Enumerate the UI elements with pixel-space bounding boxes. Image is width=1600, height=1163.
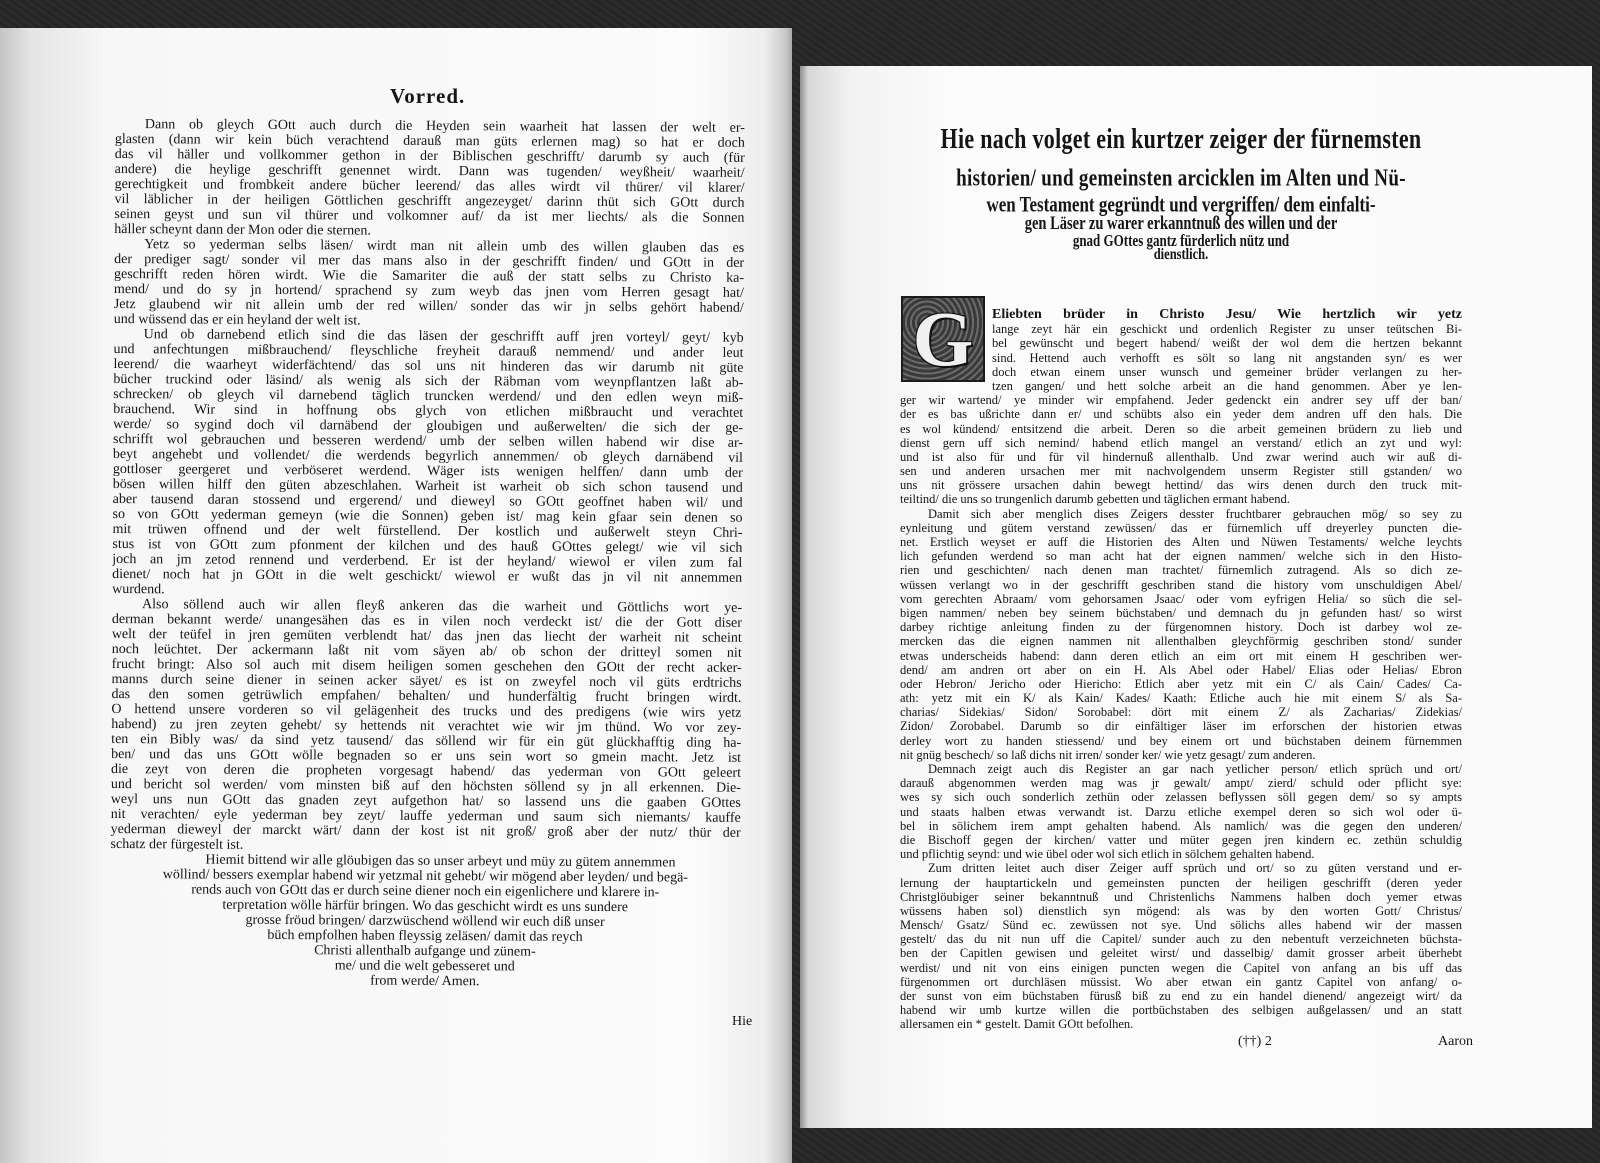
text-line: Yetz so yederman selbs läsen/ wirdt man nit allein umb des willen glauben das es [144,237,745,256]
paragraph [111,597,743,856]
text-line: sind. Hettend auch verhofft es sölt so lang nit angstanden syn/ es wer [992,350,1462,365]
text-line: wüssens haben sol) dienstlich syn mögend: als was by den worten Gott/ Christus/ [900,903,1462,918]
text-line: werde/ so sygind doch vil darnäbend der gloubigen und außerwelten/ die sich der ge- [113,416,744,436]
text-line: gestelt/ das du nit nun uff die Capitel/ sunder auch zu den nebentuft verzeichneten büchsta- [900,932,1462,947]
title-line: gnad GOttes gantz fürderlich nütz und [1072,230,1290,251]
paragraph [112,327,744,601]
text-line: geschrifft reden hören wirdt. Wie die Samariter die auß der statt selbs zu Christo ka- [113,266,745,286]
text-line: das den somen getrüwlich empfahen/ behalten/ und hunderfältig frucht bringen wirdt. [111,686,742,706]
text-line: stus ist von GOtt zum pfonment der kilchen und des hauß GOttes gelegt/ wie vil sich [112,536,743,556]
text-line: dend/ am andren ort aber on ein H. Als Abel oder Habel/ Elias oder Helias/ Ebron [900,662,1462,677]
paragraph [114,237,745,331]
text-line: derley wort zu handen stiessend/ und bey einem ort und büchstaben deinem fürnemmen [900,733,1462,748]
title-line: wen Testament gegründt und vergriffen/ dem einfalti- [986,192,1376,217]
text-line: frucht bringt: Also sol auch mit disem heiligen somen geschehen den GOtt der recht acker- [111,656,742,676]
paragraph [900,507,1462,762]
text-line: lange zeyt här ein geschickt und ordenlich Register zu unser teütschen Bi- [992,322,1462,337]
text-line: ben/ und das uns GOtt wölle begnaden so er uns sein wort so gmein macht. Jetz ist [111,746,742,766]
text-line: Dann ob gleych GOtt auch durch die Heyden sein waarheit hat lassen der welt er- [144,117,745,136]
text-line: so von GOtt yederman gemeyn (wie die Sonnen) geben ist/ mag kein gfaar sein denen so [112,506,743,526]
text-line: Also söllend auch wir allen fleyß ankeren das die warheit und Göttlichs wort ye- [141,597,743,616]
text-line: allersamen ein * gestelt. Damit GOtt befolhen. [900,1017,1134,1032]
text-line: ten ein Bibly was/ da sind yetz tausend/ das söllend wir für ein güt glückhafftig ding ha- [111,731,742,751]
text-line: Zidon/ Zorobabel. Darumb so dir einfältiger läser im erforschen der historien etwas [900,719,1462,734]
text-line: brauchend. Wir sind in hoffnung obs glych von etlichen mißbraucht und verachtet [113,401,744,421]
paragraph [900,762,1462,861]
text-line: lernung der hauptartickeln und gemeinsten puncten der heiligen geschrifft (deren yeder [900,875,1462,890]
right-text-block [900,308,1462,1032]
text-line: charias/ Sidekias/ Sidon/ Sorobabel: dört mit einem Z/ als Zacharias/ Zidekias/ [900,705,1462,720]
text-line: rien und geschichten/ nach denen man trachtet/ fürnemlich zutragend. Als so dich ze- [900,563,1462,578]
text-line: büch empfolhen haben fleyssig zeläsen/ damit das reych [267,927,583,945]
text-line: sen und anderen ursachen mer mit nachvolgendem unserm Register still gstanden/ wo [900,464,1462,479]
text-line: yederman dieweyl der marckt wärt/ dann der kost ist nit groß/ groß aber der nutz/ thür der [110,821,741,841]
text-line: mit trüwen offnend und der welt fürstellend. Der kostlich und außerwelt steyn Chri- [112,521,743,541]
text-line: bücher truckind oder läsind/ als wenig als sich der Räbman vom weynpflantzen laßt ab- [113,371,744,391]
text-line: und ist also für und für vil hindernuß allenthalb. Und zwar werind auch wir auß di- [900,449,1462,464]
paragraph [114,117,745,241]
text-line: der sunst von eim büchstaben fürusß biß zu end zu ein handel dienend/ angezeigt wirt/ da [900,989,1462,1003]
text-line: die Bischoff gegen der kirchen/ vatter und müter gegen jren kindern ec. zethün schuldig [900,832,1462,847]
text-line: andere) die heylige geschrifft genennet wirdt. Dann was tugenden/ weyßheit/ waarheit/ [114,161,745,181]
text-line: rends auch von GOtt das er durch seine diener noch ein eigenlichere und klarere in- [191,882,660,901]
text-line: beyt angehebt und vollendet/ die werdends begyrlich annemmen/ ob gleych darnäbend vil [112,446,743,466]
text-line: und staats halben etwas verwandt ist. Darzu etliche exempel deren so sich wol oder ü- [900,804,1462,819]
text-line: ger wir wartend/ ye minder wir empfahend. Jeder gedenckt ein andrer sey uff der ban/ [900,393,1462,408]
text-line: welt der teüfel in jren gemüten verblendt hat/ das jnen das liecht der warheit nit scheint [111,626,742,646]
text-line: schrecken/ ob gleych vil darnebend täglich truncken werdend/ und den edlen weyn miß- [113,386,744,406]
text-line: nit verachten/ eyle yederman bey zeyt/ lauffe yederman und saum sich niemants/ kauffe [110,806,741,826]
text-line: habend) zu jren zeyten gehebt/ sy hettends nit verachtet wie wir jm thünd. Wo vor zey- [111,716,742,736]
text-line: und pflichtig seynd: und wie übel oder wol sich etlich in sölchem gehalten habend. [900,847,1315,862]
text-line: bigen nammen/ neben bey seinem büchstaben/ und demnach du jn gefunden hast/ so wirst [900,605,1462,620]
text-line: Christi allenthalb aufgange und zünem- [314,943,536,960]
text-line: O hettend unsere vorderen so vil gelägenheit des trucks und des predigens (wie wirs yetz [111,701,742,721]
text-line: glasten (dann wir kein büch verachtend darauß man güts erlernen mag) so hat er doch [114,131,745,151]
text-line: weyl uns nun GOtt das gnaden zeyt aufgethon hat/ so lassend uns die gaaben GOttes [110,791,741,811]
text-line: gerechtigkeit und frombkeit andere bücher leerend/ das alles wirdt vil thürer/ vil klarer/ [114,176,745,196]
text-line: eynleitung und gütem verstand zewüssen/ das er fürnemlich uff dreyerley puncten die- [900,520,1462,535]
text-line: me/ und die welt gebesseret und [334,958,515,975]
text-line: wüssen verlangt wo in der geschrifft geschriben stand die history vom unschuldigen Abel/ [900,577,1462,592]
text-line: Damit sich aber menglich dises Zeigers desster fruchtbarer gebrauchen mög/ so sey zu [928,506,1462,521]
text-line: etwas underscheids habend: dann deren etlich an eim ort mit einem H geschriben wer- [900,648,1462,663]
text-line: oder Hebron/ Jericho oder Hiericho: Etlich aber yetz mit ein C/ als Cain/ Cades/ Ca- [900,676,1462,691]
text-line: vil läblicher in der heiligen Göttlichen geschrifft angezeyget/ darinn thüt sich GOtt durch [114,191,745,211]
text-line: die zeyt von deren die propheten vorgesagt habend/ das yederman von GOtt geleert [110,761,742,781]
text-line: fürgenommen ort durchläsen müssist. Wo aber etwan ein gantz Capitel von anfang/ o- [900,974,1462,989]
text-line: joch an jm zetod rennend und verderbend. Er ist der heyland/ wiewol er vilen zum fal [112,551,743,571]
text-line: das vil häller und vollkommer gethon in der Biblischen geschrifft/ darumb sy auch (für [114,146,745,166]
text-line: ben der Capitlen gewisen und geleitet wirst/ und dasselbig/ damit grosser arbeit überhebt [900,946,1462,961]
left-text-block [110,117,745,991]
text-line: Zum dritten leitet auch diser Zeiger auff sprüch und ort/ so zu güten verstand und er- [928,861,1462,876]
text-line: bel in sölichem irem ampt gehalten habend. Als namlich/ was die gegen den underen/ [900,818,1462,833]
text-line: manns durch seine diener in seinen acker säyet/ es ist on zweyfel noch vil güts erdtrichs [111,671,742,691]
text-line: wurdend. [112,581,165,598]
text-line: Demnach zeigt auch dis Register an gar nach yetlicher person/ etlich sprüch und ort/ [928,762,1462,776]
text-line: bösen willen hilff den güten abzeschlahen. Warheit ist warheit ob sich schon tausend und [112,476,743,496]
text-line: uns nit grössere ursachen dahin bewegt hettind/ das wirs denen durch den truck mit- [900,478,1462,493]
text-line: noch leüchtet. Der ackermann laßt nit vom säyen ab/ ob schon der dritteyl somen nit [111,641,742,661]
drop-cap-letter: G [912,295,974,382]
text-line: doch etwan einem unser wunsch und gemeiner brüder verlangen zu her- [992,364,1462,379]
title-line: Hie nach volget ein kurtzer zeiger der fürnemsten [940,122,1422,155]
text-line: grosse fröud bringen/ darzwüschend wöllend wir euch diß unser [245,912,605,931]
text-line: und bericht sol werden/ vom minsten biß auf den höchsten söllend sy jn all erkennen. Die- [110,776,741,796]
text-line: der es bas ußrichte dann er/ und schübts also ein yeder dem andren uff den hals. Die [900,407,1462,422]
signature-mark: (††) 2 [1238,1034,1272,1049]
text-line: habend wir umb kurtze willen die portbüchstaben des selbigen außgelassen/ und an statt [900,1003,1462,1018]
text-line: lich gefunden werdend so man acht hat der eignen nammen/ welche sich in den Histo- [900,549,1462,564]
text-line: gottloser geergeret und verböseret werdend. Wäger ists wenigen helffen/ dann umb der [112,461,743,481]
text-line: darauß abgenommen werden mag was jr gewalt/ ampt/ zierd/ schuld oder pflicht sye: [900,776,1462,791]
title-line: gen Läser zu warer erkanntnuß des willen und der [1024,213,1338,235]
text-line: und wüssend das er ein heyland der welt ist. [113,311,361,329]
text-line: schrifft wol gebrauchen und besseren werdend/ umb der selben willen habend wir dise ar- [112,431,744,451]
paragraph [110,852,741,991]
catchword: Aaron [1438,1034,1473,1049]
text-line: Mensch/ Gsatz/ Sünd ec. zewüssen not sye. Und sölichs alles habend wir der massen [900,918,1462,933]
text-line: wes sy sich ouch sonderlich zethün oder zelassen beflyssen söll gegen dem/ so sy ampts [900,790,1462,805]
text-line: Jetz glaubend wir nit allein umb der red willen/ sonder das wir jn selbs gehört habend/ [113,296,744,316]
catchword: Hie [732,1014,753,1029]
text-line: Hiemit bittend wir alle glöubigen das so unser arbeyt und müy zu gütem annemmen [205,852,676,871]
text-line: dienet/ noch hat jn GOtt in die welt geschickt/ wiewol er wußt das jn vil nit annemmen [112,566,743,586]
text-line: häller scheynt dann der Mon oder die sternen. [114,221,371,239]
text-line: dienst gern uff sich nemind/ habend etlich mangel an verstand/ etlich an zyt und wyl: [900,435,1462,450]
text-line: from werde/ Amen. [370,973,480,990]
text-line: mend/ und do sy jn hortend/ sprachend sy zum weyb das jnen vom Herren gesagt hat/ [113,281,744,301]
text-line: aber tausend daran stossend und ergerend/ und dieweyl so GOtt geoffnet haben wil/ und [112,491,743,511]
text-line: Und ob darnebend etlich sind die das läsen der geschrifft auff jren vorteyl/ geyt/ kyb [143,327,744,346]
text-line: teiltind/ die uns so trungenlich darumb gebetten und täglichen ermant habend. [900,492,1290,507]
text-line: derman bekannt werde/ unangesähen das es in vilen noch verdeckt ist/ die der Gott diser [111,611,742,631]
text-line: net. Erstlich weyset er auff die Historien des Alten und Nüwen Testaments/ welche leychts [900,535,1462,549]
text-line: der prediger sagt/ sonder vil mer das mans also in der geschrifft finden/ und GOtt in der [114,251,745,271]
text-line: schatz der fürgestelt ist. [110,836,244,853]
text-line: ath: yetz mit ein K/ als Kain/ Kades/ Kaath: Etliche auch hie mit einem S/ als Sa- [900,691,1462,706]
text-line: werdist/ und nit von eins einigen puncten wegen die Capitel von anfang an bis uff das [900,960,1462,975]
title-line: historien/ und gemeinsten arcicklen im Alten und Nü- [956,164,1406,192]
title-line: dienstlich. [1153,244,1209,263]
paragraph [900,308,1462,507]
text-line: Christglöubiger seiner bekanntnuß und Christenlichs Nammens halben doch yemer etwas [900,889,1462,904]
text-line: wöllind/ bessers exemplar habend wir yetzmal nit gehebt/ wir mögend aber leyden/ und begä- [162,867,689,886]
text-line: vom gerechten Abraam/ vom gehorsamen Jsaac/ oder vom eyfrigen Helia/ so süch die sel- [900,591,1462,606]
text-line: terpretation wölle härfür bringen. Wo das geschicht wirdt es uns sundere [222,897,629,916]
text-line: darbey richtige anleitung finden zu der fürgenomnen history. Doch ist darbey wol ze- [900,620,1462,635]
text-line: Eliebten brüder in Christo Jesu/ Wie hertzlich wir yetz [992,308,1462,322]
text-line: mercken das die eignen nammen nit allenthalben gleychförmig geschriben stond/ sunder [900,634,1462,649]
text-line: seinen geyst und sun vil thürer und volkomner auf/ da ist mer liechts/ als die Sonnen [114,206,745,226]
text-line: nit gnüg beschech/ so laß dichs nit irren/ sonder ker/ wie yetz gesagt/ zum anderen. [900,747,1316,762]
text-line: und anfechtungen mißbrauchend/ fleyschliche freyheit darauß nemmend/ und ander leut [113,341,744,361]
paragraph [900,861,1462,1031]
running-head: Vorred. [390,84,466,108]
text-line: es wol kündend/ entsitzend die arbeit. Deren so die arbeit gemeinen brüdern zu lieb und [900,421,1462,436]
text-line: tzen gangen/ und hett solche arbeit an die hand genommen. Aber ye len- [992,378,1462,393]
text-line: bel gewünscht und begert habend/ weißt der wol dem die hertzen bekannt [992,336,1462,351]
text-line: leerend/ die waarheyt widerfächtend/ das sol uns nit hinderen das wir darumb nit güte [113,356,744,376]
